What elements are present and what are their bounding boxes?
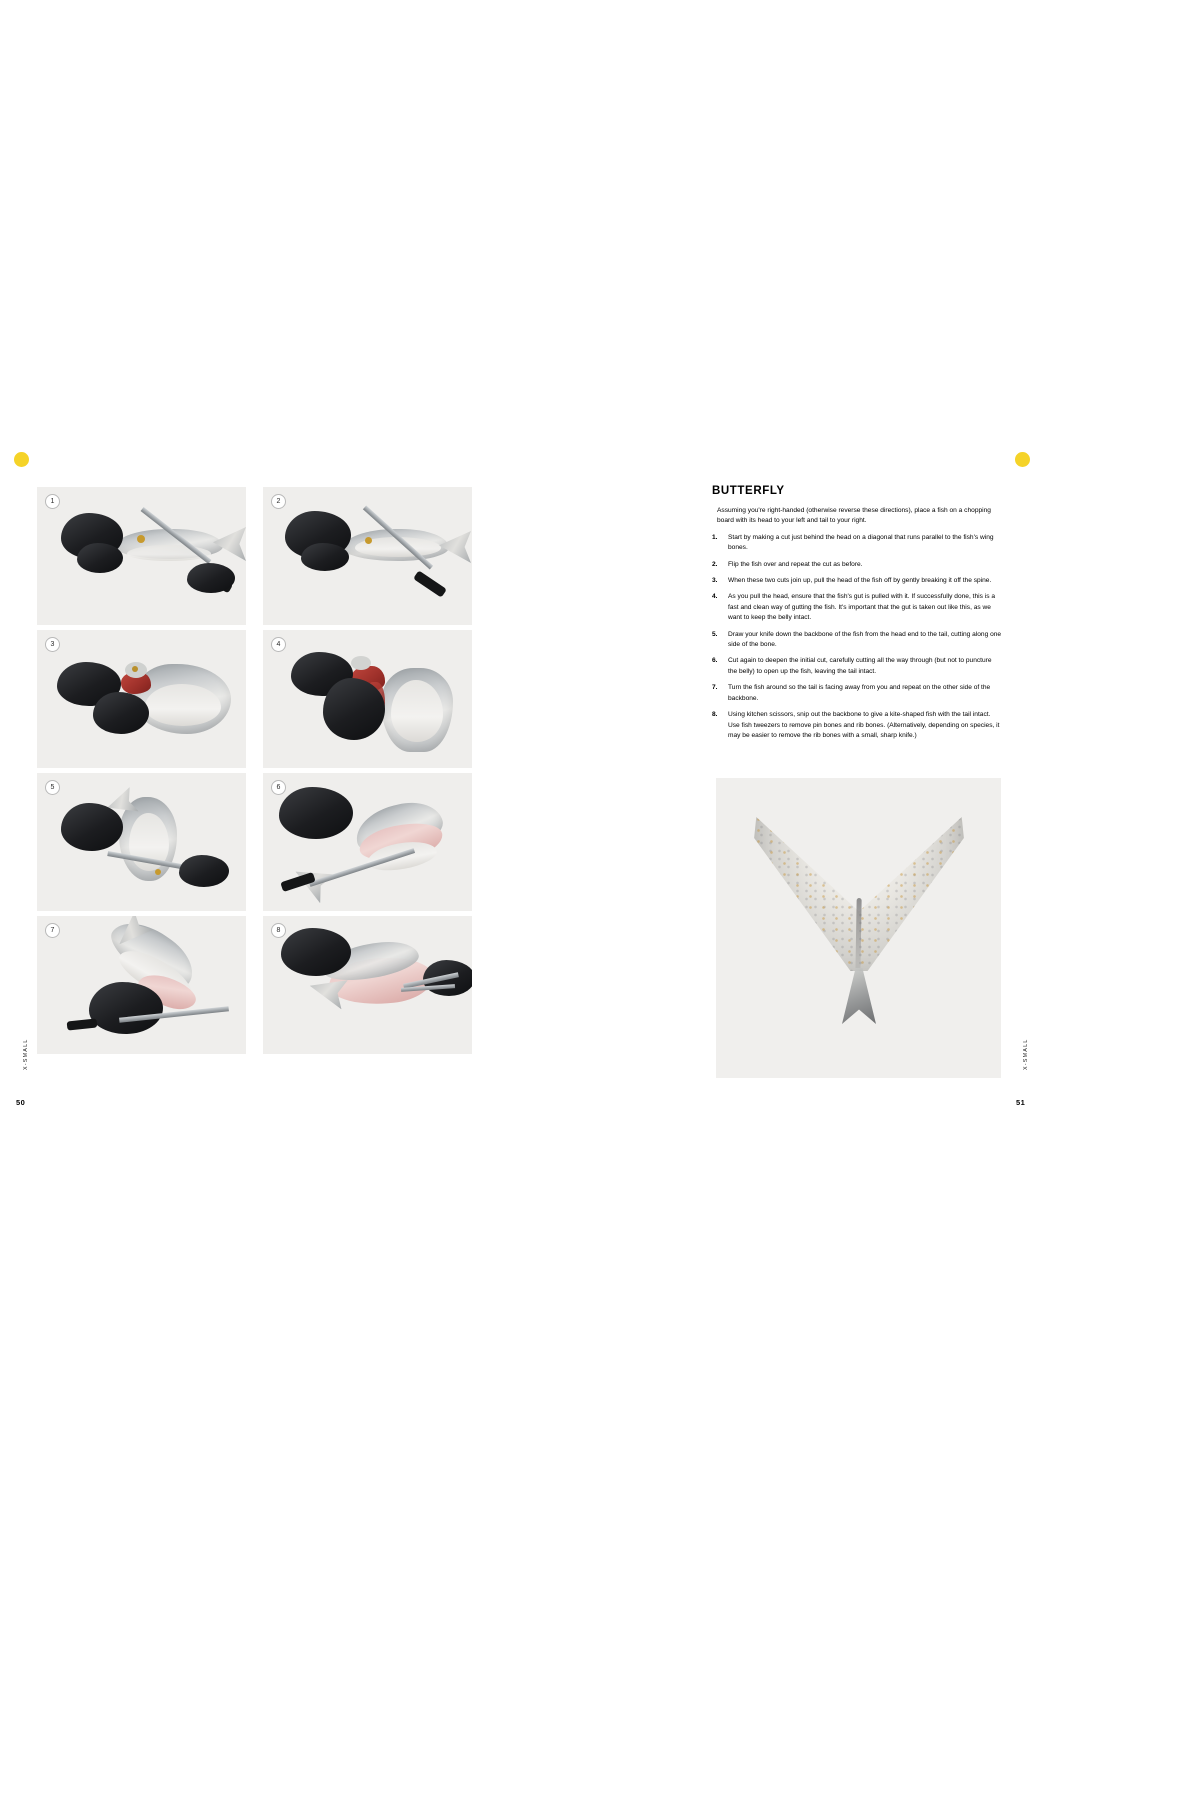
page-title: BUTTERFLY [712, 485, 785, 497]
step-photo-4 [263, 630, 472, 768]
step-text: When these two cuts join up, pull the head of the fish off by gently breaking it off the spine. [728, 577, 992, 585]
step-item [712, 592, 1002, 623]
step-badge-3: 3 [45, 637, 60, 652]
step-text: Start by making a cut just behind the head on a diagonal that runs parallel to the fish's wing bones. [728, 533, 994, 552]
step-item [712, 576, 1002, 586]
step-item [712, 533, 1002, 554]
step-photo-grid [37, 487, 472, 1054]
step-number: 6. [712, 657, 718, 665]
page-number-right: 51 [1016, 1098, 1026, 1107]
bleed-marker-right-dot [1015, 452, 1030, 467]
step-text: Cut again to deepen the initial cut, carefully cutting all the way through (but not to puncture the belly) to open up the fish, leaving the tail intact. [728, 657, 992, 675]
step-badge-7: 7 [45, 923, 60, 938]
step-number: 8. [712, 711, 718, 719]
step-text: Turn the fish around so the tail is facing away from you and repeat on the other side of the backbone. [728, 684, 991, 702]
step-number: 5. [712, 630, 718, 638]
instructions-block [712, 485, 1002, 747]
butterflied-fish-photo [716, 778, 1001, 1078]
step-photo-3 [37, 630, 246, 768]
step-photo-1 [37, 487, 246, 625]
step-number: 1. [712, 533, 718, 541]
step-number: 4. [712, 593, 718, 601]
side-label-right: X-SMALL [1023, 1038, 1029, 1070]
step-item [712, 710, 1002, 741]
step-text: As you pull the head, ensure that the fish's gut is pulled with it. If successfully done, this is a fast and clean way of gutting the fish. It's important that the gut is taken out like this, as we want to keep the belly intact. [728, 593, 995, 622]
steps-list [712, 533, 1002, 742]
step-photo-2 [263, 487, 472, 625]
step-photo-8 [263, 916, 472, 1054]
step-item [712, 656, 1002, 677]
step-photo-5 [37, 773, 246, 911]
step-badge-8: 8 [271, 923, 286, 938]
step-item [712, 683, 1002, 704]
step-item [712, 560, 1002, 570]
bleed-marker-left-dot [14, 452, 29, 467]
step-badge-5: 5 [45, 780, 60, 795]
step-item [712, 630, 1002, 651]
step-number: 7. [712, 684, 718, 692]
step-badge-4: 4 [271, 637, 286, 652]
step-photo-6 [263, 773, 472, 911]
intro-paragraph: Assuming you're right-handed (otherwise reverse these directions), place a fish on a chopping board with its head to your left and tail to your right. [717, 507, 991, 525]
step-number: 2. [712, 560, 718, 568]
page-number-left: 50 [16, 1098, 26, 1107]
step-text: Using kitchen scissors, snip out the backbone to give a kite-shaped fish with the tail intact. Use fish tweezers to remove pin bones and rib bones. (Alternatively, depending on species, it may be easier to remove the rib bones with a small, sharp knife.) [728, 711, 1000, 739]
step-photo-7 [37, 916, 246, 1054]
step-badge-1: 1 [45, 494, 60, 509]
step-text: Draw your knife down the backbone of the fish from the head end to the tail, cutting along one side of the bone. [728, 630, 1002, 649]
step-badge-6: 6 [271, 780, 286, 795]
step-text: Flip the fish over and repeat the cut as before. [728, 560, 863, 568]
side-label-left: X-SMALL [23, 1038, 29, 1070]
step-badge-2: 2 [271, 494, 286, 509]
step-number: 3. [712, 577, 718, 585]
fish-tail [842, 968, 876, 1024]
